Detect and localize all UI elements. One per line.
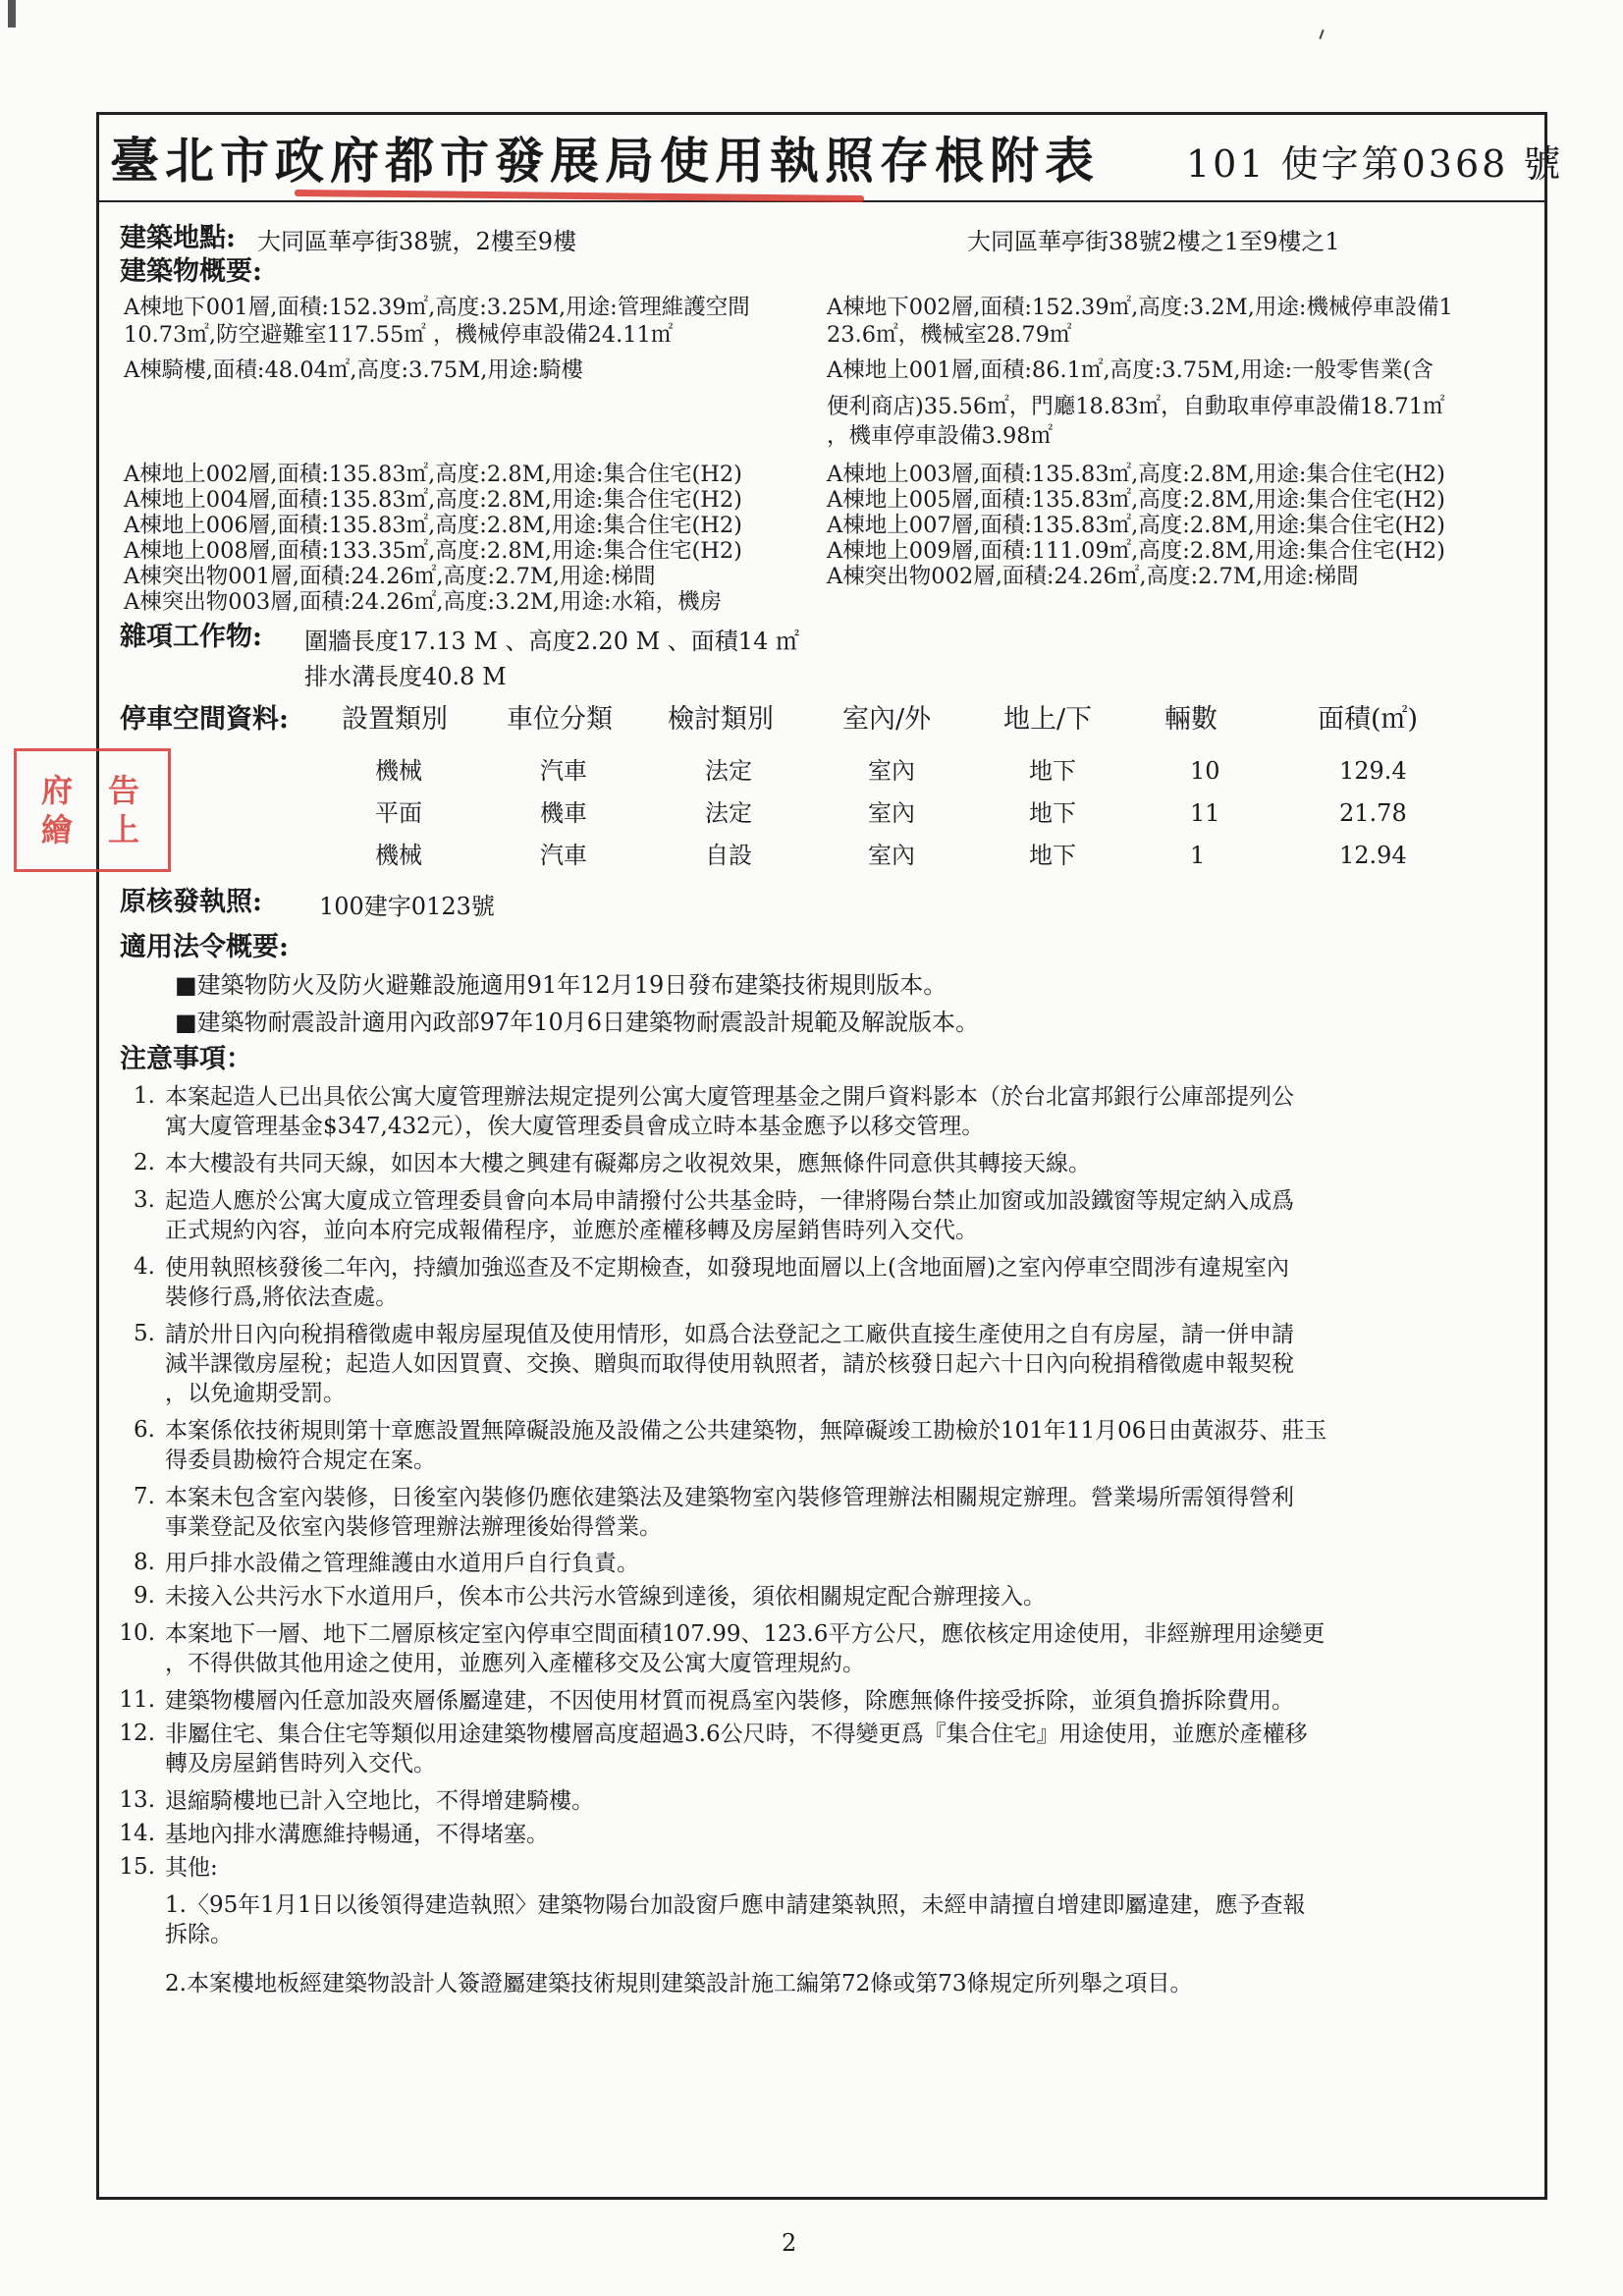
note-other-line: 拆除。	[165, 1922, 233, 1947]
overview-left-line: A棟騎樓,面積:48.04㎡,高度:3.75M,用途:騎樓	[124, 357, 583, 383]
parking-header: 面積(㎡)	[1318, 704, 1419, 735]
site-address-2: 大同區華亭街38號2樓之1至9樓之1	[967, 228, 1340, 255]
parking-cell: 法定	[705, 799, 752, 827]
overview-floor-line: A棟地上002層,面積:135.83㎡,高度:2.8M,用途:集合住宅(H2)	[124, 462, 742, 487]
parking-header: 室內/外	[842, 704, 932, 735]
parking-cell: 地下	[1029, 799, 1076, 827]
note-text-line: 裝修行爲,將依法查處。	[165, 1285, 399, 1310]
parking-cell: 法定	[705, 757, 752, 785]
parking-cell: 室內	[868, 757, 915, 785]
parking-header: 輛數	[1164, 704, 1217, 735]
overview-label: 建築物概要:	[120, 256, 262, 287]
note-text-line: 用戶排水設備之管理維護由水道用戶自行負責。	[165, 1551, 639, 1576]
parking-cell: 地下	[1029, 842, 1076, 869]
parking-cell: 10	[1190, 757, 1220, 785]
note-text-line: 本案地下一層、地下二層原核定室內停車空間面積107.99、123.6平方公尺，應依核定用途使用，非經辦理用途變更	[165, 1621, 1325, 1647]
overview-floor-line: A棟突出物003層,面積:24.26㎡,高度:3.2M,用途:水箱，機房	[124, 589, 723, 615]
document-title: 臺北市政府都市發展局使用執照存根附表	[110, 132, 1100, 190]
overview-left-line: 10.73㎡,防空避難室117.55㎡ ，機械停車設備24.11㎡	[124, 322, 674, 348]
note-number: 7.	[134, 1484, 155, 1509]
note-number: 8.	[134, 1550, 155, 1575]
note-number: 11.	[119, 1687, 155, 1713]
note-text-line: 起造人應於公寓大廈成立管理委員會向本局申請撥付公共基金時，一律將陽台禁止加窗或加設鐵窗等規定納入成爲	[165, 1188, 1294, 1214]
parking-cell: 自設	[705, 842, 752, 869]
overview-right-line: A棟地上001層,面積:86.1㎡,高度:3.75M,用途:一般零售業(含	[827, 357, 1434, 383]
note-text-line: 使用執照核發後二年內，持續加強巡查及不定期檢查，如發現地面層以上(含地面層)之室內停車空間涉有違規室內	[165, 1255, 1289, 1281]
law-item: ■建築物耐震設計適用內政部97年10月6日建築物耐震設計規範及解說版本。	[175, 1009, 980, 1036]
parking-label: 停車空間資料:	[120, 704, 289, 735]
note-text-line: 轉及房屋銷售時列入交代。	[165, 1751, 436, 1777]
note-number: 5.	[134, 1321, 155, 1346]
parking-header: 設置類別	[342, 704, 448, 735]
parking-cell: 汽車	[540, 842, 587, 869]
note-number: 10.	[119, 1620, 155, 1646]
law-item: ■建築物防火及防火避難設施適用91年12月19日發布建築技術規則版本。	[175, 971, 947, 999]
parking-cell: 平面	[375, 799, 422, 827]
overview-right-line: ，機車停車設備3.98㎡	[827, 423, 1054, 449]
overview-floor-line: A棟突出物002層,面積:24.26㎡,高度:2.7M,用途:梯間	[827, 564, 1359, 589]
note-number: 9.	[134, 1583, 155, 1609]
parking-header: 地上/下	[1003, 704, 1093, 735]
note-text-line: 請於卅日內向稅捐稽徵處申報房屋現值及使用情形，如爲合法登記之工廠供直接生產使用之自有房屋，請一併申請	[165, 1322, 1294, 1347]
overview-floor-line: A棟地上003層,面積:135.83㎡,高度:2.8M,用途:集合住宅(H2)	[827, 462, 1445, 487]
parking-cell: 室內	[868, 799, 915, 827]
scan-tick-mark	[1319, 29, 1324, 39]
overview-right-line: 便利商店)35.56㎡，門廳18.83㎡，自動取車停車設備18.71㎡	[827, 394, 1445, 419]
notes-label: 注意事項：	[120, 1044, 252, 1074]
overview-floor-line: A棟地上004層,面積:135.83㎡,高度:2.8M,用途:集合住宅(H2)	[124, 487, 742, 513]
overview-floor-line: A棟地上006層,面積:135.83㎡,高度:2.8M,用途:集合住宅(H2)	[124, 513, 742, 538]
note-text-line: 本案起造人已出具依公寓大廈管理辦法規定提列公寓大廈管理基金之開戶資料影本（於台北富邦銀行公庫部提列公	[165, 1084, 1294, 1110]
note-number: 3.	[134, 1187, 155, 1213]
overview-right-line: 23.6㎡，機械室28.79㎡	[827, 322, 1072, 348]
overview-floor-line: A棟地上009層,面積:111.09㎡,高度:2.8M,用途:集合住宅(H2)	[827, 538, 1445, 564]
parking-cell: 21.78	[1339, 799, 1407, 827]
note-text-line: 減半課徵房屋稅；起造人如因買賣、交換、贈與而取得使用執照者，請於核發日起六十日內向稅捐稽徵處申報契稅	[165, 1351, 1294, 1377]
site-label: 建築地點:	[120, 223, 236, 253]
overview-floor-line: A棟突出物001層,面積:24.26㎡,高度:2.7M,用途:梯間	[124, 564, 656, 589]
note-text-line: 寓大廈管理基金$347,432元），俟大廈管理委員會成立時本基金應予以移交管理。	[165, 1114, 985, 1139]
note-number: 1.	[134, 1083, 155, 1109]
note-text-line: 退縮騎樓地已計入空地比，不得增建騎樓。	[165, 1788, 594, 1814]
note-number: 14.	[119, 1821, 155, 1846]
overview-floor-line: A棟地上008層,面積:133.35㎡,高度:2.8M,用途:集合住宅(H2)	[124, 538, 742, 564]
overview-right-line: A棟地下002層,面積:152.39㎡,高度:3.2M,用途:機械停車設備1	[827, 295, 1453, 320]
page-number: 2	[782, 2229, 797, 2257]
site-address-1: 大同區華亭街38號，2樓至9樓	[257, 228, 577, 255]
parking-cell: 機械	[375, 757, 422, 785]
parking-cell: 汽車	[540, 757, 587, 785]
note-number: 12.	[119, 1721, 155, 1746]
note-text-line: 其他:	[165, 1855, 218, 1881]
overview-floor-line: A棟地上005層,面積:135.83㎡,高度:2.8M,用途:集合住宅(H2)	[827, 487, 1445, 513]
note-number: 4.	[134, 1254, 155, 1280]
note-text-line: 非屬住宅、集合住宅等類似用途建築物樓層高度超過3.6公尺時，不得變更爲『集合住宅』用途使用，並應於產權移	[165, 1722, 1308, 1747]
note-other-line: 2.本案樓地板經建築物設計人簽證屬建築技術規則建築設計施工編第72條或第73條規定所列舉之項目。	[165, 1971, 1193, 1996]
misc-line-2: 排水溝長度40.8 M	[304, 663, 507, 690]
official-seal-stamp: 府 告 繪 上	[14, 748, 171, 872]
overview-floor-line: A棟地上007層,面積:135.83㎡,高度:2.8M,用途:集合住宅(H2)	[827, 513, 1445, 538]
scan-edge-mark	[8, 0, 16, 27]
note-number: 6.	[134, 1417, 155, 1443]
parking-cell: 12.94	[1339, 842, 1407, 869]
note-text-line: 得委員勘檢符合規定在案。	[165, 1448, 436, 1473]
original-permit-label: 原核發執照:	[120, 887, 262, 917]
misc-label: 雜項工作物:	[120, 622, 262, 652]
note-number: 15.	[119, 1854, 155, 1880]
parking-cell: 地下	[1029, 757, 1076, 785]
note-text-line: 未接入公共污水下水道用戶，俟本市公共污水管線到達後，須依相關規定配合辦理接入。	[165, 1584, 1046, 1610]
note-number: 13.	[119, 1787, 155, 1813]
parking-cell: 1	[1190, 842, 1206, 869]
note-text-line: 正式規約內容，並向本府完成報備程序，並應於產權移轉及房屋銷售時列入交代。	[165, 1218, 978, 1243]
note-text-line: 本案係依技術規則第十章應設置無障礙設施及設備之公共建築物，無障礙竣工勘檢於101年11月06日由黃淑芬、莊玉	[165, 1418, 1327, 1444]
parking-cell: 機車	[540, 799, 587, 827]
overview-left-line: A棟地下001層,面積:152.39㎡,高度:3.25M,用途:管理維護空間	[124, 295, 750, 320]
misc-line-1: 圍牆長度17.13 M 、高度2.20 M 、面積14 ㎡	[304, 628, 799, 655]
note-text-line: 基地內排水溝應維持暢通，不得堵塞。	[165, 1822, 549, 1847]
original-permit-value: 100建字0123號	[319, 893, 495, 920]
parking-cell: 機械	[375, 842, 422, 869]
note-text-line: ，不得供做其他用途之使用，並應列入產權移交及公寓大廈管理規約。	[165, 1651, 865, 1676]
parking-header: 車位分類	[507, 704, 613, 735]
note-text-line: 建築物樓層內任意加設夾層係屬違建，不因使用材質而視爲室內裝修，除應無條件接受拆除，並須負擔拆除費用。	[165, 1688, 1294, 1714]
note-text-line: 本大樓設有共同天線，如因本大樓之興建有礙鄰房之收視效果，應無條件同意供其轉接天線。	[165, 1151, 1091, 1176]
note-text-line: 事業登記及依室內裝修管理辦法辦理後始得營業。	[165, 1514, 662, 1540]
permit-number: 101 使字第0368 號	[1186, 142, 1564, 186]
note-text-line: 本案未包含室內裝修，日後室內裝修仍應依建築法及建築物室內裝修管理辦法相關規定辦理。營業場所需領得營利	[165, 1485, 1294, 1510]
parking-cell: 129.4	[1339, 757, 1407, 785]
note-other-line: 1.〈95年1月1日以後領得建造執照〉建築物陽台加設窗戶應申請建築執照，未經申請擅自增建即屬違建，應予查報	[165, 1892, 1306, 1918]
parking-header: 檢討類別	[668, 704, 774, 735]
parking-cell: 室內	[868, 842, 915, 869]
parking-cell: 11	[1190, 799, 1220, 827]
note-text-line: ，以免逾期受罰。	[165, 1381, 346, 1406]
note-number: 2.	[134, 1150, 155, 1175]
laws-label: 適用法令概要:	[120, 932, 289, 962]
